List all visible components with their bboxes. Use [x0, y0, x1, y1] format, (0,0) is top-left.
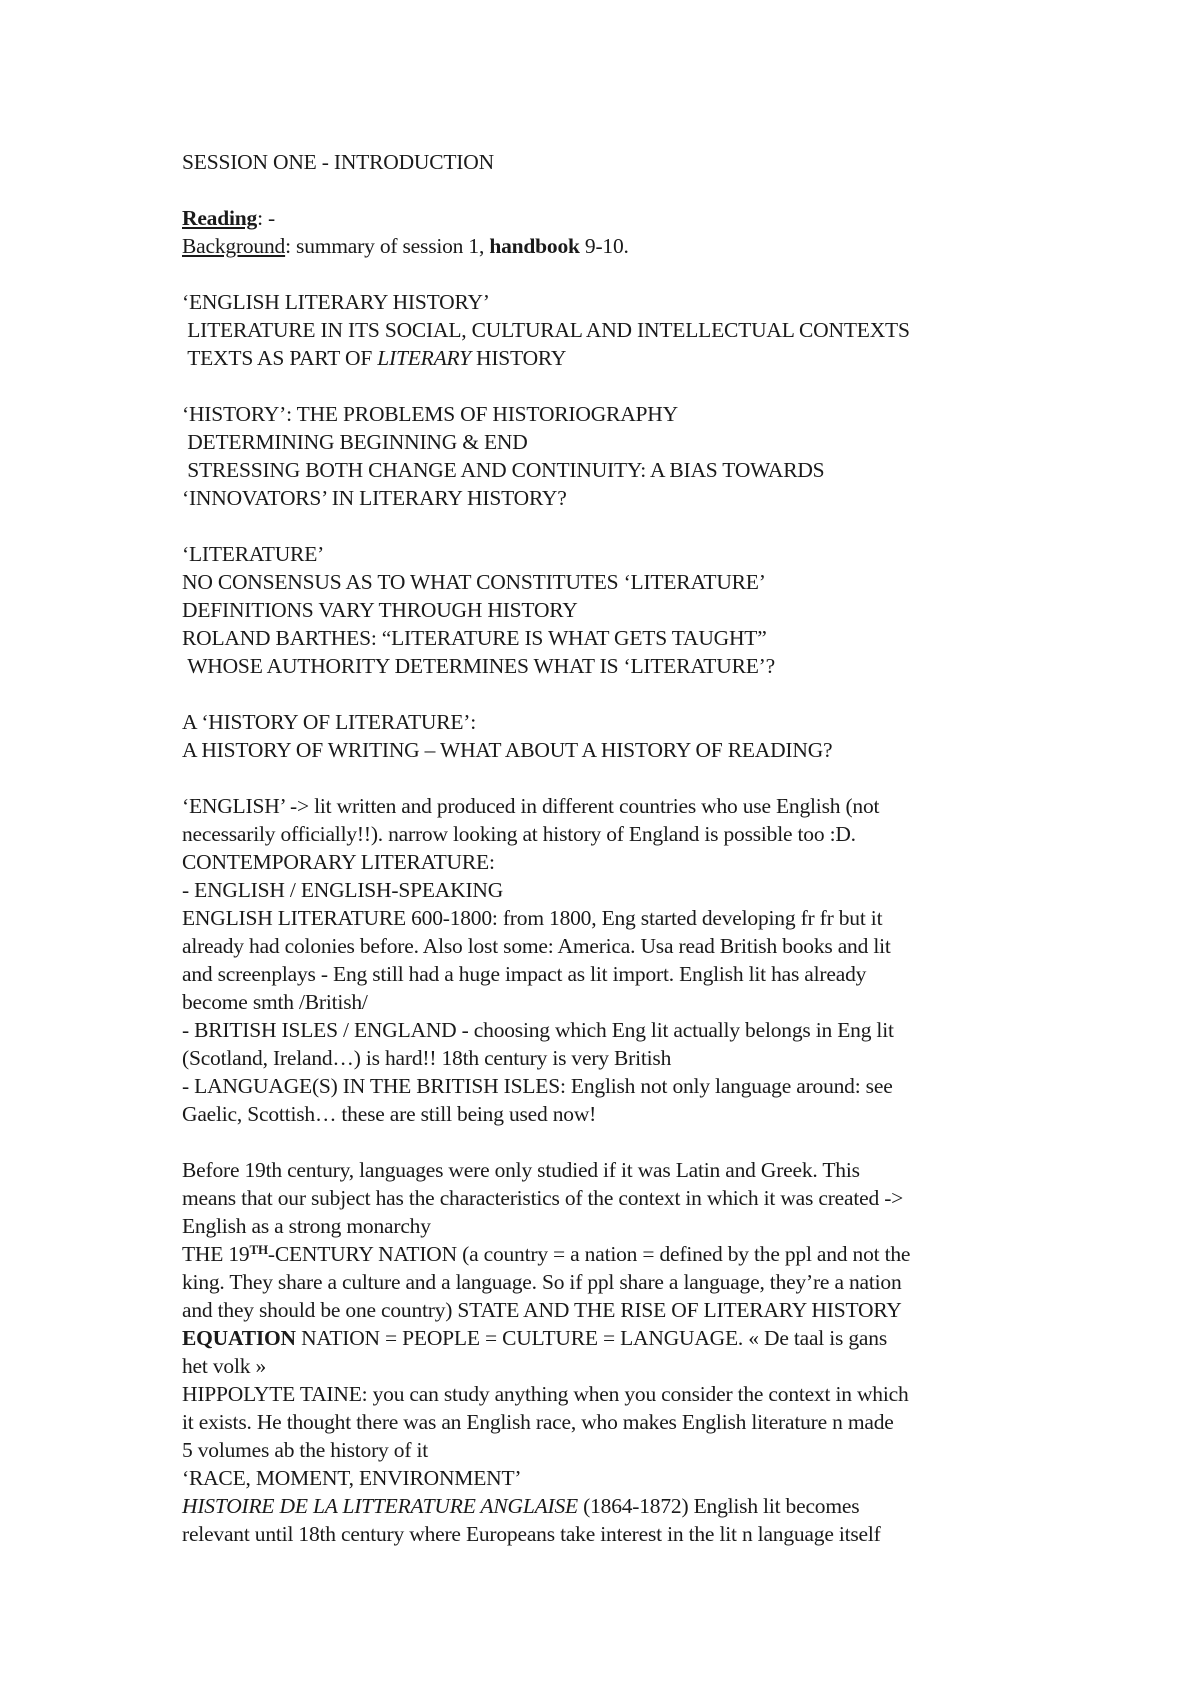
text-line: ‘LITERATURE’	[182, 542, 325, 566]
reading-value: : -	[257, 206, 275, 230]
text-line: HIPPOLYTE TAINE: you can study anything when you consider the context in which	[182, 1382, 909, 1406]
text-line: WHOSE AUTHORITY DETERMINES WHAT IS ‘LITERATURE’?	[182, 654, 775, 678]
background-label: Background	[182, 234, 286, 258]
text-line: het volk »	[182, 1354, 266, 1378]
background-text: : summary of session 1,	[285, 234, 490, 258]
spacer	[182, 1128, 1082, 1156]
text-line: NO CONSENSUS AS TO WHAT CONSTITUTES ‘LITERATURE’	[182, 570, 766, 594]
text-line: - ENGLISH / ENGLISH-SPEAKING	[182, 878, 504, 902]
text-run: THE 19	[182, 1242, 250, 1266]
text-line: ROLAND BARTHES: “LITERATURE IS WHAT GETS TAUGHT”	[182, 626, 767, 650]
text-line: and screenplays - Eng still had a huge impact as lit import. English lit has already	[182, 962, 867, 986]
text-line: LITERATURE IN ITS SOCIAL, CULTURAL AND INTELLECTUAL CONTEXTS	[182, 318, 910, 342]
book-title: HISTOIRE DE LA LITTERATURE ANGLAISE	[182, 1494, 578, 1518]
text-line: Before 19th century, languages were only studied if it was Latin and Greek. This	[182, 1158, 860, 1182]
text-line: already had colonies before. Also lost some: America. Usa read British books and lit	[182, 934, 891, 958]
text-line: (Scotland, Ireland…) is hard!! 18th century is very British	[182, 1046, 672, 1070]
histoire-line	[182, 1492, 1082, 1520]
text-line: DETERMINING BEGINNING & END	[182, 430, 528, 454]
text-line: ‘HISTORY’: THE PROBLEMS OF HISTORIOGRAPHY	[182, 402, 678, 426]
nation-line	[182, 1240, 1082, 1268]
handbook-ref: handbook	[489, 234, 580, 258]
text-line: ‘ENGLISH’ -> lit written and produced in different countries who use English (not	[182, 794, 880, 818]
text-line: A HISTORY OF WRITING – WHAT ABOUT A HISTORY OF READING?	[182, 738, 833, 762]
text-line: DEFINITIONS VARY THROUGH HISTORY	[182, 598, 578, 622]
text-line: STRESSING BOTH CHANGE AND CONTINUITY: A BIAS TOWARDS	[182, 458, 825, 482]
spacer	[182, 512, 1082, 540]
superscript-th: TH	[249, 1242, 268, 1257]
text-run: HISTORY	[470, 346, 567, 370]
equation-label: EQUATION	[182, 1326, 296, 1350]
text-run: -CENTURY NATION (a country = a nation = defined by the ppl and not the	[267, 1242, 911, 1266]
spacer	[182, 372, 1082, 400]
text-line: Gaelic, Scottish… these are still being used now!	[182, 1102, 597, 1126]
text-line: relevant until 18th century where Europeans take interest in the lit n language itself	[182, 1522, 881, 1546]
text-line: ‘RACE, MOMENT, ENVIRONMENT’	[182, 1466, 522, 1490]
italic-text: LITERARY	[377, 346, 471, 370]
spacer	[182, 764, 1082, 792]
text-line: - LANGUAGE(S) IN THE BRITISH ISLES: English not only language around: see	[182, 1074, 893, 1098]
text-line: A ‘HISTORY OF LITERATURE’:	[182, 710, 477, 734]
text-run: TEXTS AS PART OF	[182, 346, 378, 370]
text-line: ENGLISH LITERATURE 600-1800: from 1800, Eng started developing fr fr but it	[182, 906, 883, 930]
text-line: and they should be one country) STATE AND THE RISE OF LITERARY HISTORY	[182, 1298, 902, 1322]
spacer	[182, 260, 1082, 288]
text-run: NATION = PEOPLE = CULTURE = LANGUAGE. « De taal is gans	[295, 1326, 887, 1350]
spacer	[182, 176, 1082, 204]
equation-line	[182, 1324, 1082, 1352]
reading-line	[182, 204, 1082, 232]
text-line: necessarily officially!!). narrow looking at history of England is possible too :D.	[182, 822, 856, 846]
text-line: ‘INNOVATORS’ IN LITERARY HISTORY?	[182, 486, 567, 510]
text-line: English as a strong monarchy	[182, 1214, 431, 1238]
background-pages: 9-10.	[579, 234, 629, 258]
document-body	[182, 148, 1082, 1548]
text-line: it exists. He thought there was an English race, who makes English literature n made	[182, 1410, 894, 1434]
text-line: 5 volumes ab the history of it	[182, 1438, 428, 1462]
text-run: (1864-1872) English lit becomes	[577, 1494, 860, 1518]
text-line: ‘ENGLISH LITERARY HISTORY’	[182, 290, 490, 314]
background-line	[182, 232, 1082, 260]
spacer	[182, 680, 1082, 708]
session-title: SESSION ONE - INTRODUCTION	[182, 150, 494, 174]
text-line: means that our subject has the characteristics of the context in which it was created ->	[182, 1186, 904, 1210]
text-line: king. They share a culture and a language. So if ppl share a language, they’re a nation	[182, 1270, 902, 1294]
reading-label: Reading	[182, 206, 258, 230]
text-line: CONTEMPORARY LITERATURE:	[182, 850, 495, 874]
text-line: become smth /British/	[182, 990, 368, 1014]
text-line: - BRITISH ISLES / ENGLAND - choosing which Eng lit actually belongs in Eng lit	[182, 1018, 894, 1042]
text-line	[182, 344, 1082, 372]
